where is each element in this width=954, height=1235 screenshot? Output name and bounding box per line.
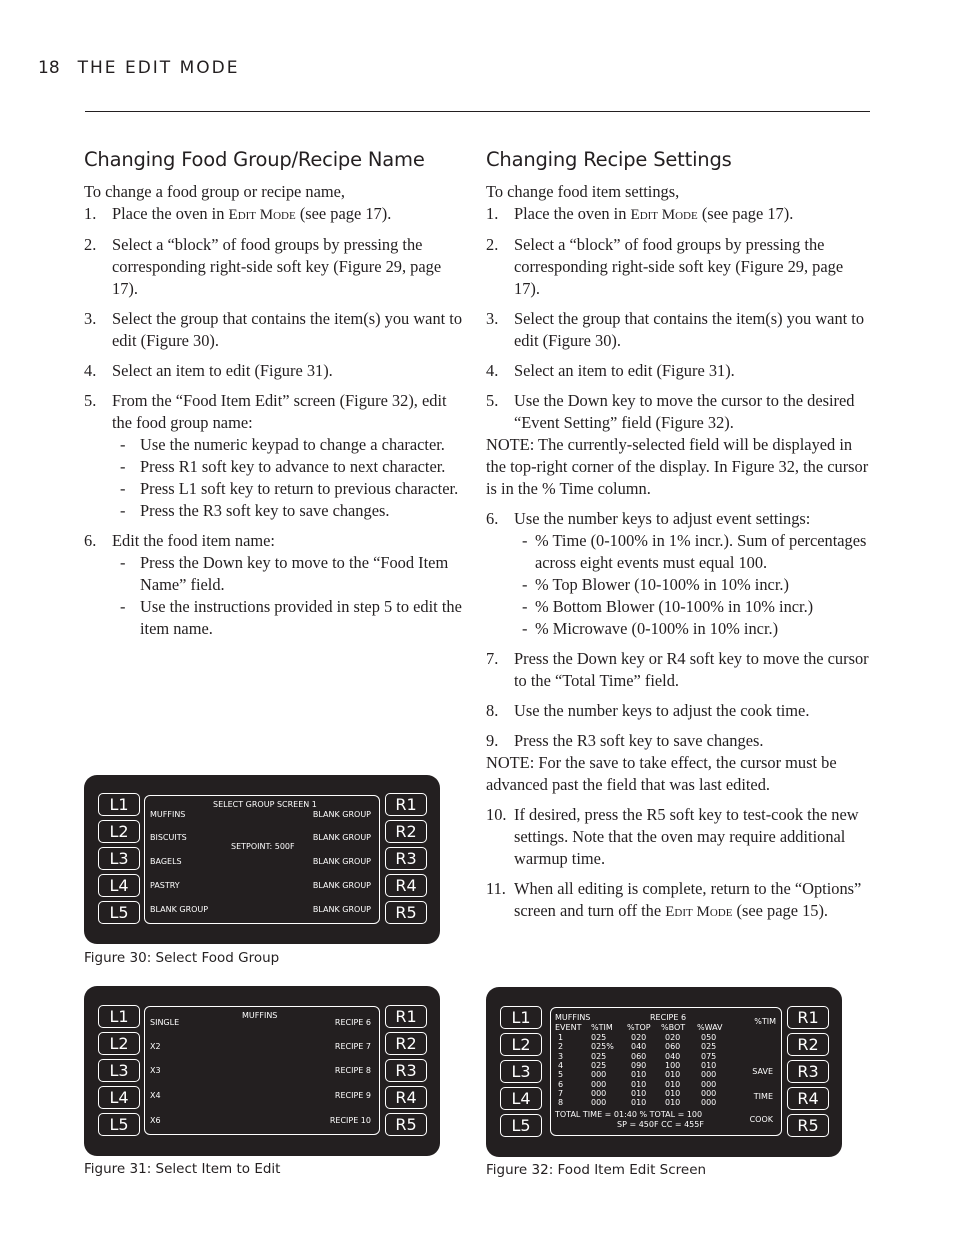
event-cell: 010: [631, 1098, 647, 1108]
right-column: [486, 148, 872, 923]
save-label: SAVE: [752, 1067, 773, 1076]
event-cell: 000: [591, 1088, 607, 1098]
right-step-6-sub: - % Microwave (0-100% in 10% incr.): [522, 619, 779, 638]
cook-label: COOK: [749, 1115, 773, 1124]
event-cell: 010: [665, 1098, 681, 1108]
screen-title: SELECT GROUP SCREEN 1: [213, 800, 317, 809]
display-screen: [144, 1006, 380, 1135]
event-cell: 060: [665, 1042, 681, 1052]
soft-key-r3[interactable]: R3: [385, 1059, 427, 1082]
soft-key-l5[interactable]: L5: [500, 1114, 542, 1137]
item-option: X2: [150, 1042, 161, 1051]
col-header: EVENT: [555, 1023, 582, 1032]
right-step-6-sub: - % Top Blower (10-100% in 10% incr.): [522, 575, 789, 594]
left-step-6: 6. Edit the food item name:: [84, 531, 275, 550]
right-step-7: 7. Press the Down key or R4 soft key to move the cursor to the “Total Time” field.: [486, 649, 869, 690]
col-header: %WAV: [697, 1023, 723, 1032]
figure-31-caption: Figure 31: Select Item to Edit: [84, 1161, 281, 1177]
event-cell: 060: [631, 1051, 647, 1061]
right-step-5: 5. Use the Down key to move the cursor to the desired “Event Setting” field (Figure 32).: [486, 391, 855, 432]
sp-line: SP = 450F CC = 455F: [617, 1120, 704, 1129]
soft-key-r2[interactable]: R2: [385, 1032, 427, 1055]
group-name: MUFFINS: [555, 1013, 591, 1022]
soft-key-l4[interactable]: L4: [98, 874, 140, 897]
event-cell: 000: [701, 1070, 717, 1080]
event-cell: 020: [631, 1033, 647, 1042]
right-note-1: NOTE: The currently-selected field will be displayed in the top-right corner of the display. In Figure 32, the cursor is in the % Time column.: [486, 435, 869, 498]
figure-30-panel: [84, 775, 440, 944]
left-step-5-sub: - Press R1 soft key to advance to next character.: [120, 457, 446, 476]
left-step-5-sub: - Use the numeric keypad to change a character.: [120, 435, 445, 454]
recipe-option: RECIPE 7: [334, 1042, 371, 1051]
soft-key-r5[interactable]: R5: [385, 901, 427, 924]
event-cell: 3: [558, 1051, 564, 1061]
soft-key-r1[interactable]: R1: [385, 793, 427, 816]
left-step-1: 1. Place the oven in Edit Mode (see page 17).: [84, 204, 392, 223]
figure-31-panel: [84, 986, 440, 1156]
recipe-option: RECIPE 10: [329, 1116, 371, 1125]
soft-key-r4[interactable]: R4: [385, 874, 427, 897]
event-cell: 010: [631, 1079, 647, 1089]
page-number: 18: [38, 58, 60, 78]
right-step-8: 8. Use the number keys to adjust the cook time.: [486, 701, 810, 720]
soft-key-l5[interactable]: L5: [98, 1113, 140, 1136]
event-cell: 040: [631, 1042, 647, 1052]
left-step-5-sub: - Press L1 soft key to return to previous character.: [120, 479, 459, 498]
group-item: BLANK GROUP: [312, 905, 371, 914]
section-title: THE EDIT MODE: [77, 58, 240, 78]
soft-key-r4[interactable]: R4: [787, 1087, 829, 1110]
figure-30-caption: Figure 30: Select Food Group: [84, 950, 280, 966]
soft-key-l2[interactable]: L2: [98, 820, 140, 843]
event-cell: 000: [701, 1079, 717, 1089]
event-cell: 040: [665, 1051, 681, 1061]
right-step-6: 6. Use the number keys to adjust event settings:: [486, 509, 811, 528]
soft-key-l3[interactable]: L3: [98, 847, 140, 870]
col-header: %TOP: [627, 1023, 651, 1032]
soft-key-r4[interactable]: R4: [385, 1086, 427, 1109]
recipe-name: RECIPE 6: [650, 1013, 687, 1022]
soft-key-l1[interactable]: L1: [98, 1005, 140, 1028]
figure-32-caption: Figure 32: Food Item Edit Screen: [486, 1162, 707, 1178]
event-cell: 010: [631, 1070, 647, 1080]
soft-key-r1[interactable]: R1: [385, 1005, 427, 1028]
soft-key-l1[interactable]: L1: [500, 1006, 542, 1029]
left-step-5-sub: - Press the R3 soft key to save changes.: [120, 501, 390, 520]
recipe-option: RECIPE 8: [334, 1066, 371, 1075]
soft-key-r3[interactable]: R3: [787, 1060, 829, 1083]
group-item: PASTRY: [150, 881, 180, 890]
soft-key-l1[interactable]: L1: [98, 793, 140, 816]
event-cell: 010: [631, 1088, 647, 1098]
soft-key-r5[interactable]: R5: [787, 1114, 829, 1137]
event-cell: 5: [558, 1070, 564, 1080]
left-step-2: 2. Select a “block” of food groups by pressing the corresponding right-side soft key (Figure 29, page 17).: [84, 235, 442, 298]
event-cell: 000: [591, 1079, 607, 1089]
event-cell: 025: [591, 1051, 607, 1061]
item-option: X6: [150, 1116, 161, 1125]
recipe-option: RECIPE 6: [334, 1018, 371, 1027]
left-intro: To change a food group or recipe name,: [84, 182, 345, 201]
right-step-3: 3. Select the group that contains the item(s) you want to edit (Figure 30).: [486, 309, 865, 350]
event-cell: 010: [665, 1088, 681, 1098]
event-cell: 050: [701, 1033, 717, 1042]
right-step-11: 11. When all editing is complete, return to the “Options” screen and turn off the Edit Mode (see page 15).: [486, 879, 862, 920]
event-cell: 100: [665, 1060, 681, 1070]
soft-key-l4[interactable]: L4: [500, 1087, 542, 1110]
left-title: Changing Food Group/Recipe Name: [84, 148, 425, 171]
figure-32-panel: [486, 987, 842, 1157]
screen-title: MUFFINS: [242, 1011, 278, 1020]
header-rule: [85, 111, 870, 112]
event-cell: 000: [701, 1098, 717, 1108]
event-cell: 4: [558, 1060, 564, 1070]
soft-key-r5[interactable]: R5: [385, 1113, 427, 1136]
event-cell: 020: [665, 1033, 681, 1042]
right-note-2: NOTE: For the save to take effect, the cursor must be advanced past the field that was last edited.: [486, 753, 837, 794]
event-cell: 075: [701, 1051, 717, 1061]
right-step-9: 9. Press the R3 soft key to save changes.: [486, 731, 764, 750]
event-cell: 010: [701, 1060, 717, 1070]
group-item: MUFFINS: [150, 810, 186, 819]
display-screen: [550, 1007, 782, 1136]
event-cell: 000: [591, 1070, 607, 1080]
group-item: BISCUITS: [150, 833, 187, 842]
right-step-10: 10. If desired, press the R5 soft key to test-cook the new settings. Note that the oven may require additional warmup time.: [486, 805, 859, 868]
time-label: TIME: [753, 1092, 773, 1101]
soft-key-l3[interactable]: L3: [500, 1060, 542, 1083]
event-cell: 2: [558, 1042, 564, 1052]
right-step-6-sub: - % Bottom Blower (10-100% in 10% incr.): [522, 597, 814, 616]
soft-key-l2[interactable]: L2: [98, 1032, 140, 1055]
group-item: BAGELS: [150, 857, 182, 866]
total-line: TOTAL TIME = 01:40 % TOTAL = 100: [555, 1110, 703, 1119]
soft-key-l3[interactable]: L3: [98, 1059, 140, 1082]
event-cell: 010: [665, 1079, 681, 1089]
left-step-5: 5. From the “Food Item Edit” screen (Figure 32), edit the food group name:: [84, 391, 447, 432]
soft-key-l2[interactable]: L2: [500, 1033, 542, 1056]
col-header: %BOT: [661, 1023, 686, 1032]
item-option: X3: [150, 1066, 161, 1075]
soft-key-r1[interactable]: R1: [787, 1006, 829, 1029]
soft-key-r3[interactable]: R3: [385, 847, 427, 870]
left-column: [84, 148, 468, 640]
soft-key-l5[interactable]: L5: [98, 901, 140, 924]
item-option: X4: [150, 1091, 161, 1100]
event-cell: 8: [558, 1098, 564, 1108]
soft-key-r2[interactable]: R2: [385, 820, 427, 843]
left-step-3: 3. Select the group that contains the item(s) you want to edit (Figure 30).: [84, 309, 463, 350]
soft-key-l4[interactable]: L4: [98, 1086, 140, 1109]
event-cell: 025%: [591, 1042, 614, 1052]
event-cell: 025: [591, 1060, 607, 1070]
left-step-6-sub: - Use the instructions provided in step 5 to edit the item name.: [120, 597, 462, 638]
event-cell: 000: [591, 1098, 607, 1108]
setpoint-readout: SETPOINT: 500F: [231, 842, 295, 851]
right-step-1: 1. Place the oven in Edit Mode (see page 17).: [486, 204, 794, 223]
event-cell: 6: [558, 1079, 564, 1089]
group-item: BLANK GROUP: [312, 810, 371, 819]
left-step-6-sub: - Press the Down key to move to the “Food Item Name” field.: [120, 553, 449, 594]
cursor-field: %TIM: [754, 1017, 776, 1026]
left-step-4: 4. Select an item to edit (Figure 31).: [84, 361, 333, 380]
right-step-6-sub: - % Time (0-100% in 1% incr.). Sum of percentages across eight events must equal 100.: [522, 531, 867, 572]
right-title: Changing Recipe Settings: [486, 148, 732, 171]
event-cell: 7: [558, 1088, 564, 1098]
group-item: BLANK GROUP: [312, 833, 371, 842]
right-step-4: 4. Select an item to edit (Figure 31).: [486, 361, 735, 380]
right-step-2: 2. Select a “block” of food groups by pressing the corresponding right-side soft key (Figure 29, page 17).: [486, 235, 844, 298]
col-header: %TIM: [591, 1023, 613, 1032]
page-header: [38, 58, 239, 78]
display-screen: [144, 795, 380, 924]
event-cell: 000: [701, 1088, 717, 1098]
event-cell: 025: [591, 1033, 607, 1042]
event-cell: 1: [558, 1033, 564, 1042]
group-item: BLANK GROUP: [150, 905, 209, 914]
group-item: BLANK GROUP: [312, 857, 371, 866]
event-cell: 010: [665, 1070, 681, 1080]
soft-key-r2[interactable]: R2: [787, 1033, 829, 1056]
group-item: BLANK GROUP: [312, 881, 371, 890]
right-intro: To change food item settings,: [486, 182, 680, 201]
event-cell: 090: [631, 1060, 647, 1070]
item-option: SINGLE: [150, 1018, 180, 1027]
recipe-option: RECIPE 9: [334, 1091, 371, 1100]
event-cell: 025: [701, 1042, 717, 1052]
